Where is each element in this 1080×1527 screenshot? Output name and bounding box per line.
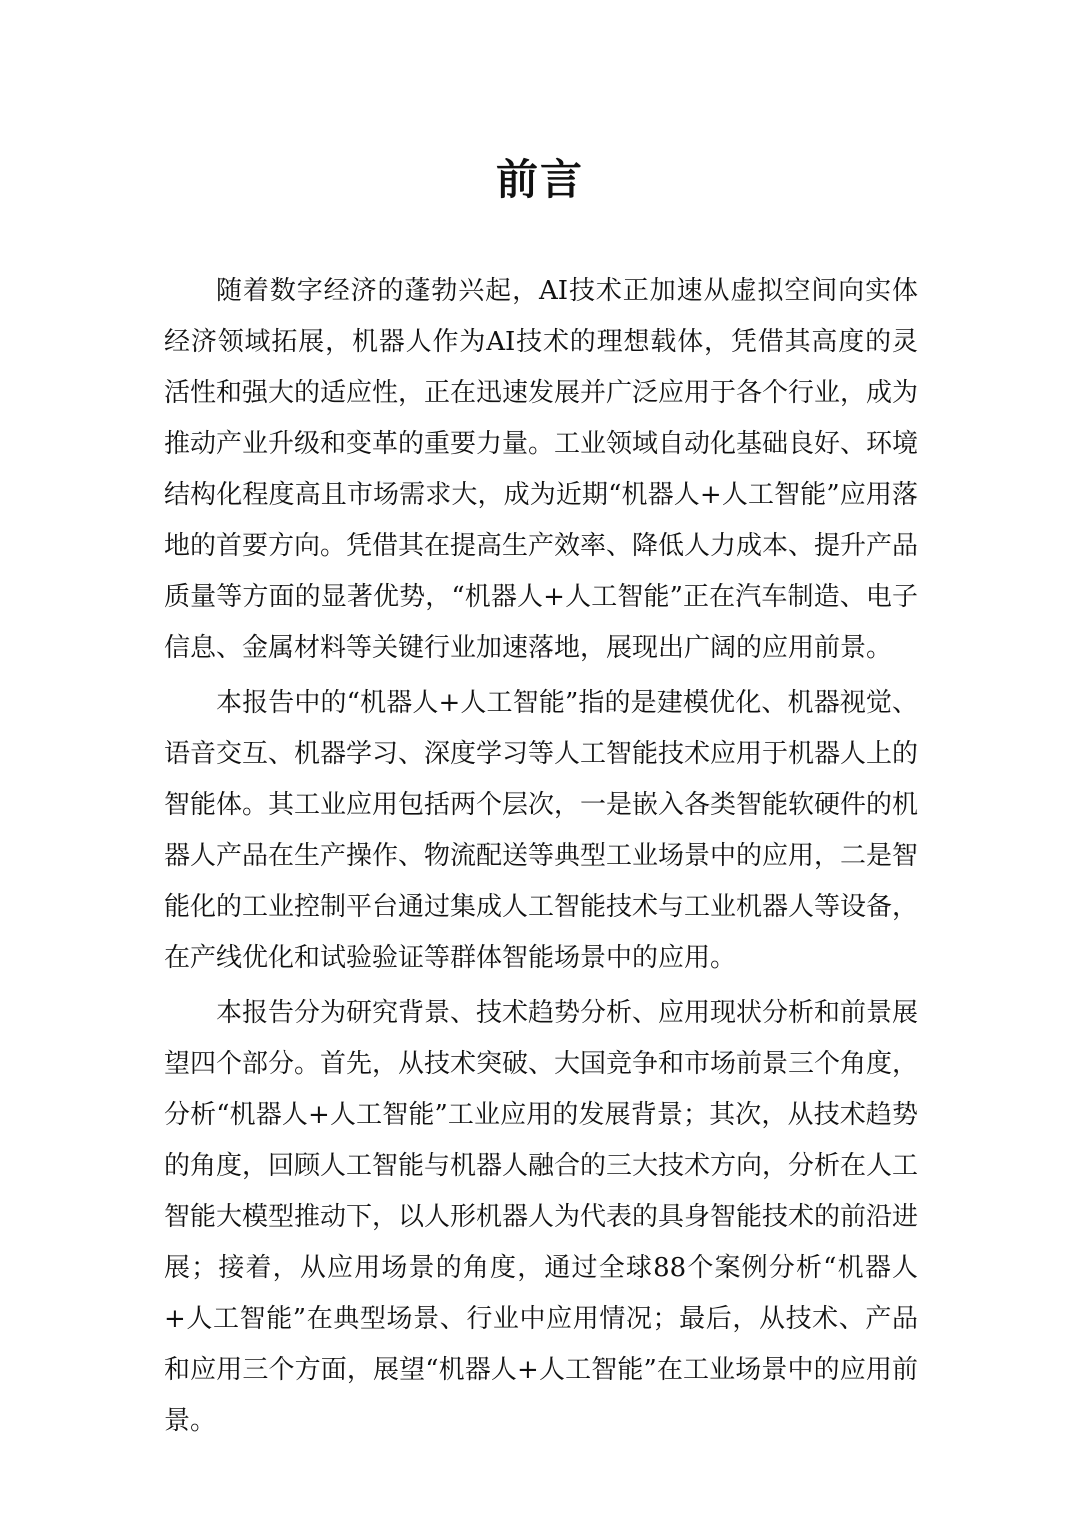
paragraph-1: 随着数字经济的蓬勃兴起，AI技术正加速从虚拟空间向实体经济领域拓展，机器人作为AI技术的理想载体，凭借其高度的灵活性和强大的适应性，正在迅速发展并广泛应用于各个行业，成为推动产业升级和变革的重要力量。工业领域自动化基础良好、环境结构化程度高且市场需求大，成为近期“机器人+人工智能”应用落地的首要方向。凭借其在提高生产效率、降低人力成本、提升产品质量等方面的显著优势，“机器人+人工智能”正在汽车制造、电子信息、金属材料等关键行业加速落地，展现出广阔的应用前景。: [164, 276, 919, 663]
document-body: [164, 266, 918, 1451]
paragraph-2: 本报告中的“机器人+人工智能”指的是建模优化、机器视觉、语音交互、机器学习、深度学习等人工智能技术应用于机器人上的智能体。其工业应用包括两个层次，一是嵌入各类智能软硬件的机器人产品在生产操作、物流配送等典型工业场景中的应用，二是智能化的工业控制平台通过集成人工智能技术与工业机器人等设备，在产线优化和试验验证等群体智能场景中的应用。: [164, 688, 919, 973]
paragraph-3: 本报告分为研究背景、技术趋势分析、应用现状分析和前景展望四个部分。首先，从技术突破、大国竞争和市场前景三个角度，分析“机器人+人工智能”工业应用的发展背景；其次，从技术趋势的角度，回顾人工智能与机器人融合的三大技术方向，分析在人工智能大模型推动下，以人形机器人为代表的具身智能技术的前沿进展；接着，从应用场景的角度，通过全球88个案例分析“机器人+人工智能”在典型场景、行业中应用情况；最后，从技术、产品和应用三个方面，展望“机器人+人工智能”在工业场景中的应用前景。: [164, 998, 919, 1436]
page-title: 前言: [495, 155, 584, 204]
